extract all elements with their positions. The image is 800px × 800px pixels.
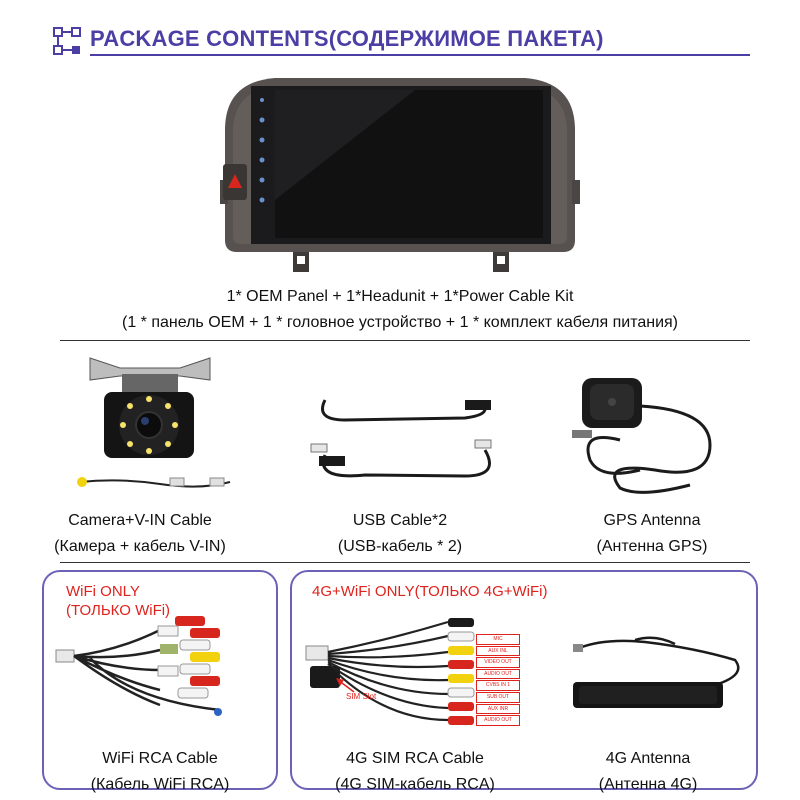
wifi-only-tag-line2: (ТОЛЬКО WiFi) xyxy=(66,602,171,619)
rca-label: VIDEO OUT xyxy=(476,657,520,668)
lte-rca-caption-ru: (4G SIM-кабель RCA) xyxy=(335,776,495,793)
wifi-rca-caption xyxy=(50,746,270,798)
main-item-line2: (1 * панель OEM + 1 * головное устройство + 1 * комплект кабеля питания) xyxy=(121,314,678,331)
package-grid-icon xyxy=(52,26,82,56)
gps-caption-ru: (Антенна GPS) xyxy=(596,538,708,555)
main-item-line1: 1* OEM Panel + 1*Headunit + 1*Power Cable Kit xyxy=(226,288,574,305)
lte-wifi-tag: 4G+WiFi ONLY(ТОЛЬКО 4G+WiFi) xyxy=(312,583,548,600)
gps-caption-en: GPS Antenna xyxy=(603,512,701,529)
lte-antenna-caption-ru: (Антенна 4G) xyxy=(598,776,698,793)
gps-caption xyxy=(552,508,752,560)
usb-cable-image xyxy=(305,380,505,490)
usb-caption xyxy=(300,508,500,560)
divider-middle xyxy=(60,562,750,563)
headunit-image xyxy=(215,70,585,280)
usb-caption-en: USB Cable*2 xyxy=(352,512,448,529)
wifi-only-tag-line1: WiFi ONLY xyxy=(66,583,140,600)
main-item-caption xyxy=(0,284,800,336)
wifi-rca-cable-image xyxy=(50,610,250,720)
camera-caption-en: Camera+V-IN Cable xyxy=(68,512,212,529)
rca-label: CVBS IN 1 xyxy=(476,680,520,691)
rca-label: AUX INL xyxy=(476,646,520,657)
usb-caption-ru: (USB-кабель * 2) xyxy=(337,538,463,555)
rca-label: AUDIO OUT xyxy=(476,669,520,680)
camera-caption-ru: (Камера + кабель V-IN) xyxy=(54,538,226,555)
camera-image xyxy=(60,350,240,500)
page-title: PACKAGE CONTENTS(СОДЕРЖИМОЕ ПАКЕТА) xyxy=(90,26,604,51)
lte-antenna-caption xyxy=(548,746,748,798)
lte-rca-caption xyxy=(305,746,525,798)
divider-top xyxy=(60,340,750,341)
rca-label: AUX INR xyxy=(476,704,520,715)
rca-label: AUDIO OUT xyxy=(476,715,520,726)
sim-slot-label: SIM Slot xyxy=(346,692,377,701)
lte-antenna-image xyxy=(565,630,745,720)
lte-rca-caption-en: 4G SIM RCA Cable xyxy=(346,750,484,767)
rca-label: SUB OUT xyxy=(476,692,520,703)
title-underline xyxy=(90,54,750,56)
rca-label: MIC xyxy=(476,634,520,645)
wifi-rca-caption-en: WiFi RCA Cable xyxy=(102,750,218,767)
gps-antenna-image xyxy=(560,370,740,500)
rca-label-list xyxy=(476,634,520,726)
camera-caption xyxy=(40,508,240,560)
wifi-rca-caption-ru: (Кабель WiFi RCA) xyxy=(90,776,230,793)
lte-antenna-caption-en: 4G Antenna xyxy=(605,750,691,767)
